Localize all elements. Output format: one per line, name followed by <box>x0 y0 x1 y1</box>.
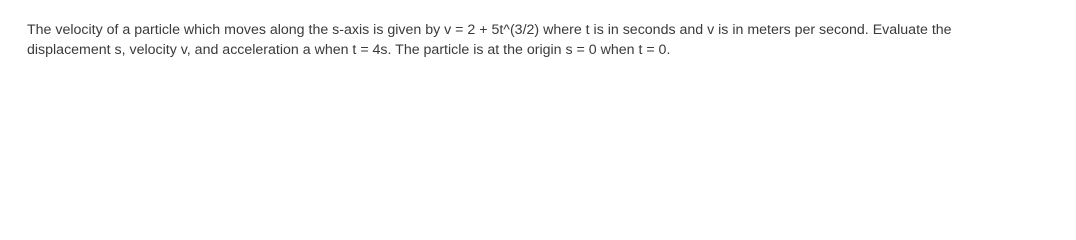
problem-statement <box>27 20 1067 60</box>
problem-text-line-2: displacement s, velocity v, and acceleration a when t = 4s. The particle is at the origin s = 0 when t = 0. <box>27 42 671 58</box>
problem-text-line-1: The velocity of a particle which moves along the s-axis is given by v = 2 + 5t^(3/2) where t is in seconds and v is in meters per second. Evaluate the <box>27 22 952 38</box>
